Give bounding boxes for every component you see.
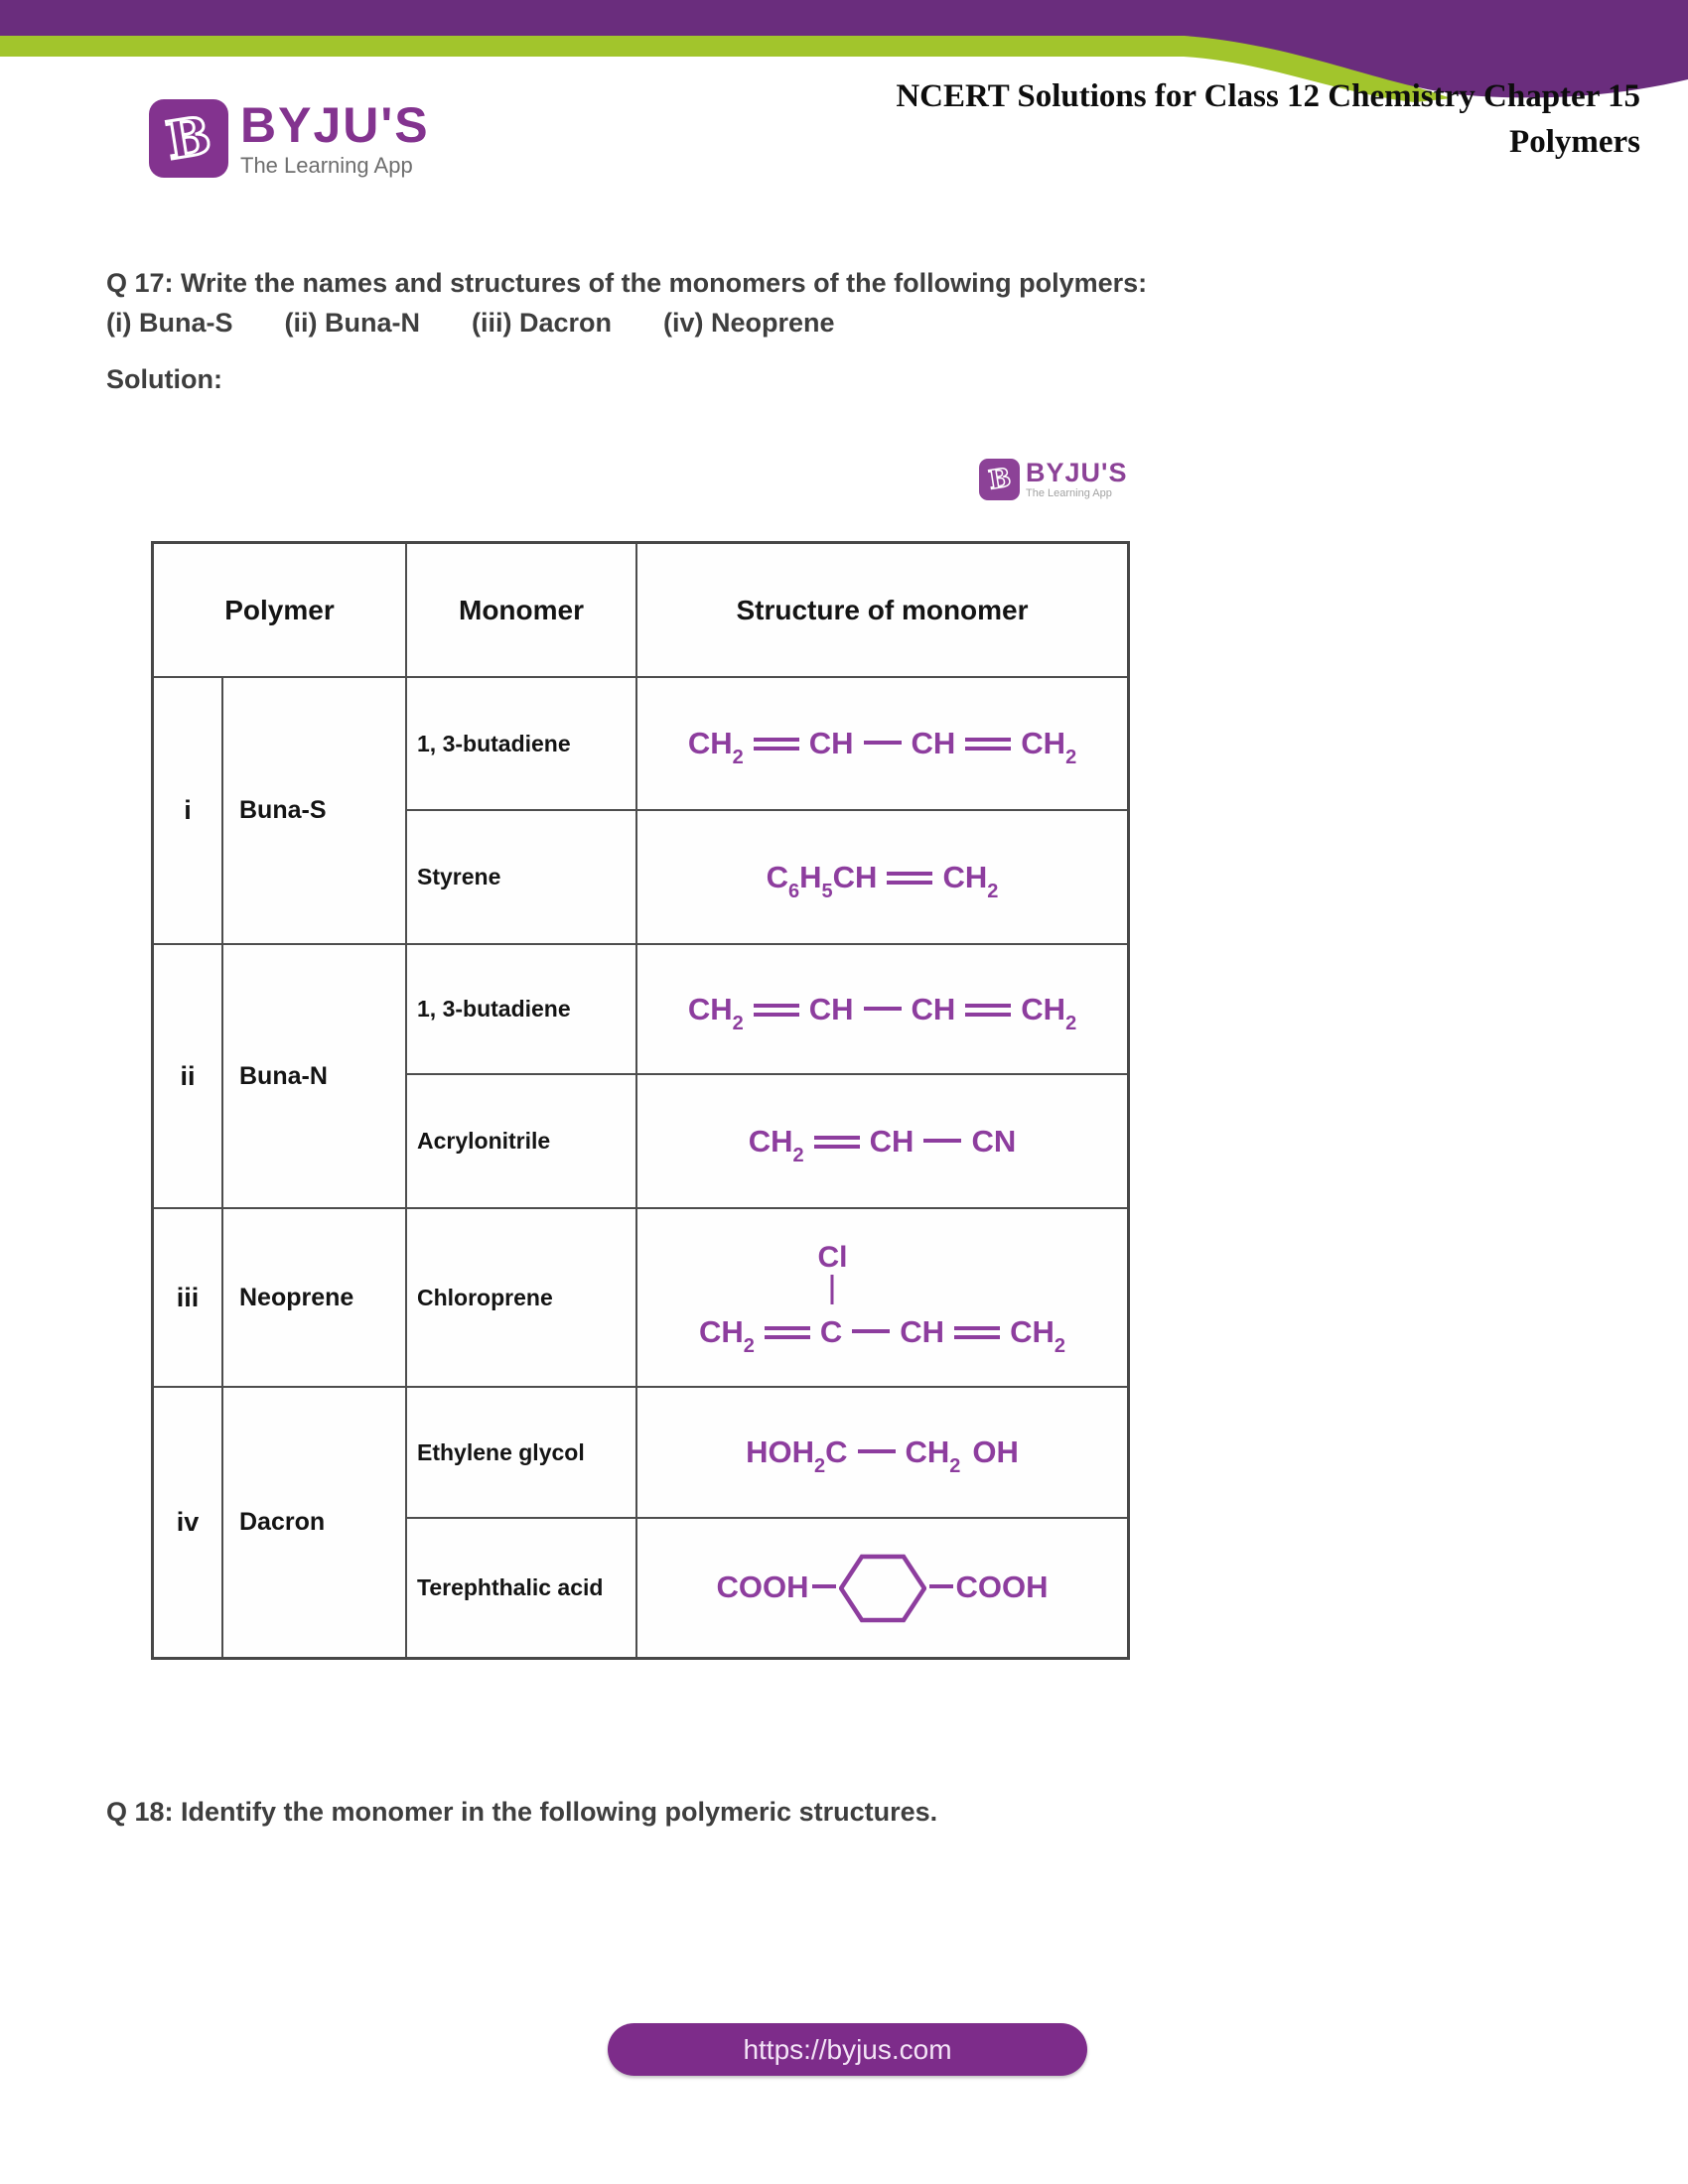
row-ii-structure-1 [637, 945, 1127, 1075]
watermark-tagline: The Learning App [1026, 487, 1112, 499]
option-ii: (ii) Buna-N [284, 308, 420, 338]
row-ii-index: ii [154, 945, 223, 1209]
monomer-table [151, 541, 1130, 1660]
question-18-block [106, 1797, 937, 1828]
row-iv-polymer: Dacron [223, 1388, 407, 1657]
single-bond [852, 1329, 890, 1333]
double-bond [754, 738, 799, 751]
byjus-url-text: https://byjus.com [743, 2033, 952, 2065]
chloroprene-structure [699, 1241, 1065, 1357]
row-i-monomer-2: Styrene [407, 811, 637, 945]
col-header-structure: Structure of monomer [637, 544, 1127, 678]
col-header-polymer: Polymer [154, 544, 407, 678]
double-bond [814, 1136, 860, 1149]
chlorine-substituent-label: Cl [817, 1241, 848, 1274]
option-iv: (iv) Neoprene [663, 308, 835, 338]
watermark-badge [979, 459, 1020, 500]
double-bond [754, 1004, 799, 1017]
row-iv-monomer-1: Ethylene glycol [407, 1388, 637, 1519]
single-bond [929, 1584, 953, 1588]
byjus-url-button[interactable] [608, 2023, 1087, 2076]
row-ii-monomer-1: 1, 3-butadiene [407, 945, 637, 1075]
row-iii-polymer: Neoprene [223, 1209, 407, 1388]
col-header-monomer: Monomer [407, 544, 637, 678]
row-iv-structure-1 [637, 1388, 1127, 1519]
row-i-structure-1 [637, 678, 1127, 811]
ethylene-glycol-structure: $HOH_2C$ $CH_2$ OH [746, 1434, 1019, 1477]
question-18-prompt: Q 18: Identify the monomer in the following polymeric structures. [106, 1797, 938, 1827]
row-ii-monomer-2: Acrylonitrile [407, 1075, 637, 1209]
chloroprene-main-chain: $CH_2$ C CH $CH_2$ [699, 1314, 1065, 1357]
row-i-monomer-1: 1, 3-butadiene [407, 678, 637, 811]
watermark-b-icon: B [986, 463, 1013, 496]
row-iv-index: iv [154, 1388, 223, 1657]
watermark-wordmark [1026, 459, 1127, 499]
byjus-logo-badge [149, 99, 228, 178]
page-title-line2: Polymers [1509, 124, 1640, 160]
single-bond [923, 1139, 961, 1143]
byjus-watermark [979, 459, 1127, 500]
vertical-bond [831, 1275, 834, 1304]
single-bond [858, 1449, 896, 1453]
terephthalic-acid-structure: COOH COOH [717, 1552, 1049, 1625]
acrylonitrile-structure: $CH_2$ CH CN [748, 1123, 1017, 1166]
page-title [896, 73, 1640, 165]
question-17-options [106, 308, 1147, 339]
single-bond [812, 1584, 836, 1588]
double-bond [765, 1326, 810, 1339]
byjus-brand-text: BYJU'S [240, 97, 430, 153]
single-bond [864, 1007, 902, 1011]
option-i: (i) Buna-S [106, 308, 233, 338]
butadiene-structure: $CH_2$ CH CH $CH_2$ [687, 991, 1077, 1034]
solution-label: Solution: [106, 364, 222, 394]
row-i-structure-2 [637, 811, 1127, 945]
page-title-line1: NCERT Solutions for Class 12 Chemistry Chapter 15 [896, 78, 1640, 114]
byjus-b-icon: B [162, 104, 215, 173]
row-iii-monomer-1: Chloroprene [407, 1209, 637, 1388]
row-i-polymer: Buna-S [223, 678, 407, 945]
row-iv-monomer-2: Terephthalic acid [407, 1519, 637, 1657]
watermark-brand-text: BYJU'S [1026, 458, 1128, 487]
butadiene-structure: $CH_2$ CH CH $CH_2$ [687, 726, 1077, 768]
option-iii: (iii) Dacron [471, 308, 612, 338]
row-iii-structure-1 [637, 1209, 1127, 1388]
byjus-tagline: The Learning App [240, 153, 413, 178]
row-i-index: i [154, 678, 223, 945]
single-bond [864, 741, 902, 745]
row-iv-structure-2 [637, 1519, 1127, 1657]
double-bond [965, 738, 1011, 751]
row-iii-index: iii [154, 1209, 223, 1388]
row-ii-polymer: Buna-N [223, 945, 407, 1209]
benzene-ring-icon [839, 1552, 926, 1625]
question-17-block [106, 268, 1147, 395]
double-bond [954, 1326, 1000, 1339]
byjus-logo [149, 99, 430, 179]
question-17-prompt: Q 17: Write the names and structures of the monomers of the following polymers: [106, 268, 1148, 298]
double-bond [887, 872, 932, 885]
byjus-wordmark [240, 99, 430, 179]
double-bond [965, 1004, 1011, 1017]
styrene-structure: $C_6H_5CH$ $CH_2$ [766, 859, 999, 902]
row-ii-structure-2 [637, 1075, 1127, 1209]
